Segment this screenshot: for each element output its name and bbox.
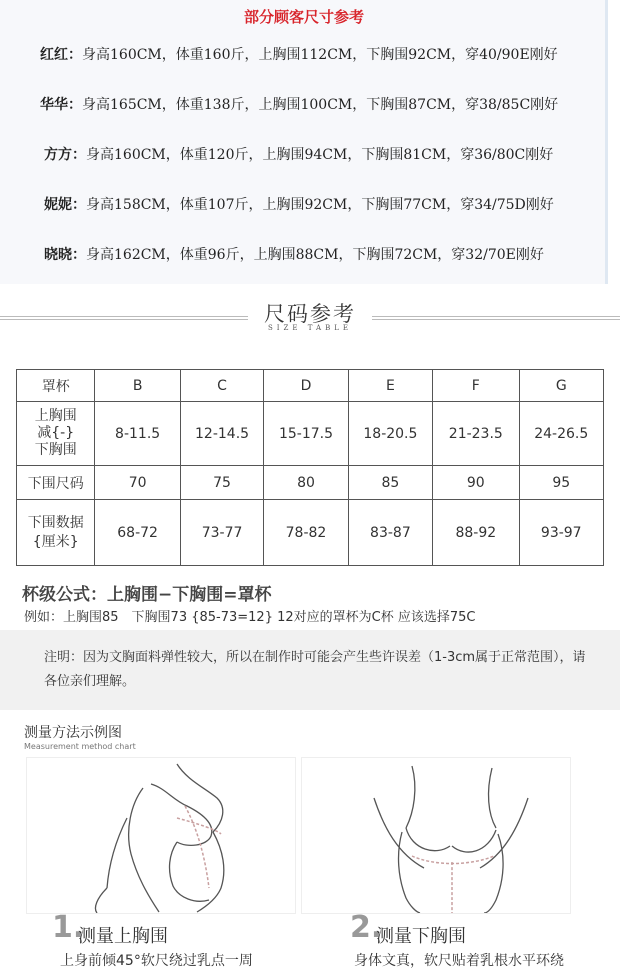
table-cell: 73-77 bbox=[180, 500, 263, 566]
measurement-illustration-upper-bust bbox=[26, 757, 296, 914]
customer-row bbox=[40, 44, 620, 64]
table-row-label: 下围数据 {厘米} bbox=[17, 500, 95, 566]
table-cell: 18-20.5 bbox=[348, 402, 432, 466]
table-cell: 90 bbox=[433, 466, 519, 500]
customer-detail: 身高165CM，体重138斤，上胸围100CM，下胸围87CM，穿38/85C刚好 bbox=[82, 97, 559, 113]
table-header-cell: 罩杯 bbox=[17, 370, 95, 402]
table-cell: 95 bbox=[519, 466, 603, 500]
customer-name: 华华： bbox=[40, 97, 82, 113]
step-description: 身体文真，软尺贴着乳根水平环绕 bbox=[354, 953, 564, 969]
size-table bbox=[16, 369, 604, 566]
table-header-cell: D bbox=[264, 370, 348, 402]
body-sketch-icon bbox=[27, 758, 295, 913]
table-cell: 21-23.5 bbox=[433, 402, 519, 466]
table-header-cell: E bbox=[348, 370, 432, 402]
customer-reference-title: 部分顾客尺寸参考 bbox=[243, 8, 364, 26]
table-cell: 78-82 bbox=[264, 500, 348, 566]
customer-row bbox=[44, 194, 620, 214]
step-description: 上身前倾45°软尺绕过乳点一周 bbox=[60, 953, 253, 969]
customer-detail: 身高162CM，体重96斤，上胸围88CM，下胸围72CM，穿32/70E刚好 bbox=[86, 247, 544, 263]
customer-name: 红红： bbox=[40, 47, 82, 63]
customer-detail: 身高160CM，体重120斤，上胸围94CM，下胸围81CM，穿36/80C刚好 bbox=[86, 147, 554, 163]
table-header-row bbox=[17, 370, 604, 402]
customer-name: 方方： bbox=[44, 147, 86, 163]
cup-formula-example: 例如：上胸围85 下胸围73 {85-73=12} 12对应的罩杯为C杯 应该选择75C bbox=[24, 610, 476, 625]
measurement-title: 测量方法示例图 bbox=[24, 725, 122, 741]
customer-name: 晓晓： bbox=[44, 247, 86, 263]
table-cell: 85 bbox=[348, 466, 432, 500]
note-text: 注明：因为文胸面料弹性较大，所以在制作时可能会产生些许误差（1-3cm属于正常范围），请各位亲们理解。 bbox=[44, 650, 586, 689]
table-cell: 8-11.5 bbox=[95, 402, 180, 466]
customer-detail: 身高158CM，体重107斤，上胸围92CM，下胸围77CM，穿34/75D刚好 bbox=[86, 197, 554, 213]
table-row bbox=[17, 466, 604, 500]
table-cell: 80 bbox=[264, 466, 348, 500]
table-cell: 88-92 bbox=[433, 500, 519, 566]
step-number: 2. bbox=[350, 910, 383, 945]
table-cell: 68-72 bbox=[95, 500, 180, 566]
table-header-cell: F bbox=[433, 370, 519, 402]
customer-row bbox=[44, 244, 620, 264]
table-cell: 24-26.5 bbox=[519, 402, 603, 466]
customer-row bbox=[44, 144, 620, 164]
size-table-subtitle: SIZE TABLE bbox=[267, 324, 352, 332]
table-row-label: 上胸围 减{-} 下胸围 bbox=[17, 402, 95, 466]
cup-formula: 杯级公式：上胸围−下胸围=罩杯 bbox=[22, 585, 272, 605]
table-row bbox=[17, 402, 604, 466]
body-sketch-icon bbox=[302, 758, 594, 913]
customer-name: 妮妮： bbox=[44, 197, 86, 213]
measurement-illustration-under-bust bbox=[301, 757, 571, 914]
customer-reference-panel bbox=[0, 0, 608, 284]
table-header-cell: B bbox=[95, 370, 180, 402]
size-table-title: 尺码参考 bbox=[264, 302, 356, 326]
table-cell: 12-14.5 bbox=[180, 402, 263, 466]
table-cell: 70 bbox=[95, 466, 180, 500]
table-header-cell: C bbox=[180, 370, 263, 402]
step-number: 1. bbox=[52, 910, 85, 945]
table-cell: 75 bbox=[180, 466, 263, 500]
table-row-label: 下围尺码 bbox=[17, 466, 95, 500]
measurement-subtitle: Measurement method chart bbox=[24, 742, 136, 751]
table-cell: 93-97 bbox=[519, 500, 603, 566]
note-band bbox=[0, 630, 620, 710]
step-label: 测量上胸围 bbox=[78, 926, 168, 947]
size-table-heading bbox=[0, 298, 620, 338]
customer-row bbox=[40, 94, 620, 114]
table-cell: 15-17.5 bbox=[264, 402, 348, 466]
table-cell: 83-87 bbox=[348, 500, 432, 566]
step-label: 测量下胸围 bbox=[376, 926, 466, 947]
table-header-cell: G bbox=[519, 370, 603, 402]
customer-detail: 身高160CM，体重160斤，上胸围112CM，下胸围92CM，穿40/90E刚好 bbox=[82, 47, 558, 63]
table-row bbox=[17, 500, 604, 566]
